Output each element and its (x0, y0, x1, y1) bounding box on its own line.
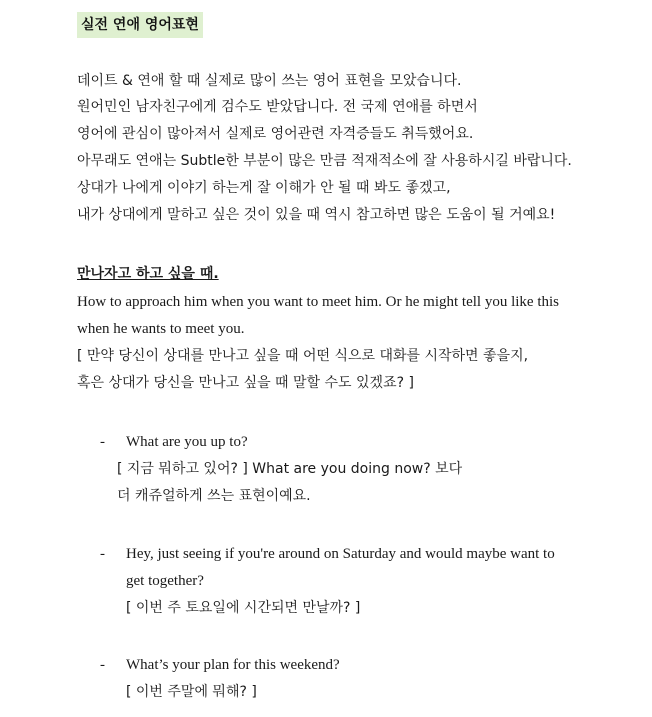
list-bullet: - (100, 434, 105, 450)
phrase-text: What’s your plan for this weekend? (126, 657, 340, 673)
intro-line: 상대가 나에게 이야기 하는게 잘 이해가 안 될 때 봐도 좋겠고, (77, 180, 451, 196)
list-bullet: - (100, 546, 105, 562)
section-description-ko: [ 만약 당신이 상대를 만나고 싶을 때 어떤 식으로 대화를 시작하면 좋을지, (77, 348, 529, 364)
intro-line: 영어에 관심이 많아져서 실제로 영어관련 자격증들도 취득했어요. (77, 126, 474, 142)
intro-line: 원어민인 남자친구에게 검수도 받았답니다. 전 국제 연애를 하면서 (77, 99, 478, 115)
page-title: 실전 연애 영어표현 (77, 12, 203, 38)
phrase-translation: [ 이번 주 토요일에 시간되면 만날까? ] (126, 600, 361, 616)
intro-line: 아무래도 연애는 Subtle한 부분이 많은 만큼 적재적소에 잘 사용하시길 바랍니다. (77, 153, 572, 169)
phrase-note: [ 지금 뭐하고 있어? ] What are you doing now? 보다 (117, 461, 463, 477)
section-description-ko: 혹은 상대가 당신을 만나고 싶을 때 말할 수도 있겠죠? ] (77, 375, 414, 391)
phrase-translation: [ 이번 주말에 뭐해? ] (126, 684, 257, 700)
phrase-note: 더 캐쥬얼하게 쓰는 표현이예요. (117, 488, 311, 504)
intro-line: 내가 상대에게 말하고 싶은 것이 있을 때 역시 참고하면 많은 도움이 될 거예요! (77, 207, 556, 223)
phrase-text: Hey, just seeing if you're around on Saturday and would maybe want to (126, 546, 555, 562)
intro-line: 데이트 & 연애 할 때 실제로 많이 쓰는 영어 표현을 모았습니다. (77, 73, 462, 89)
section-heading: 만나자고 하고 싶을 때. (77, 266, 219, 282)
list-bullet: - (100, 657, 105, 673)
phrase-text: get together? (126, 573, 204, 589)
section-description-en: when he wants to meet you. (77, 321, 245, 337)
phrase-text: What are you up to? (126, 434, 248, 450)
section-description-en: How to approach him when you want to meet him. Or he might tell you like this (77, 294, 559, 310)
